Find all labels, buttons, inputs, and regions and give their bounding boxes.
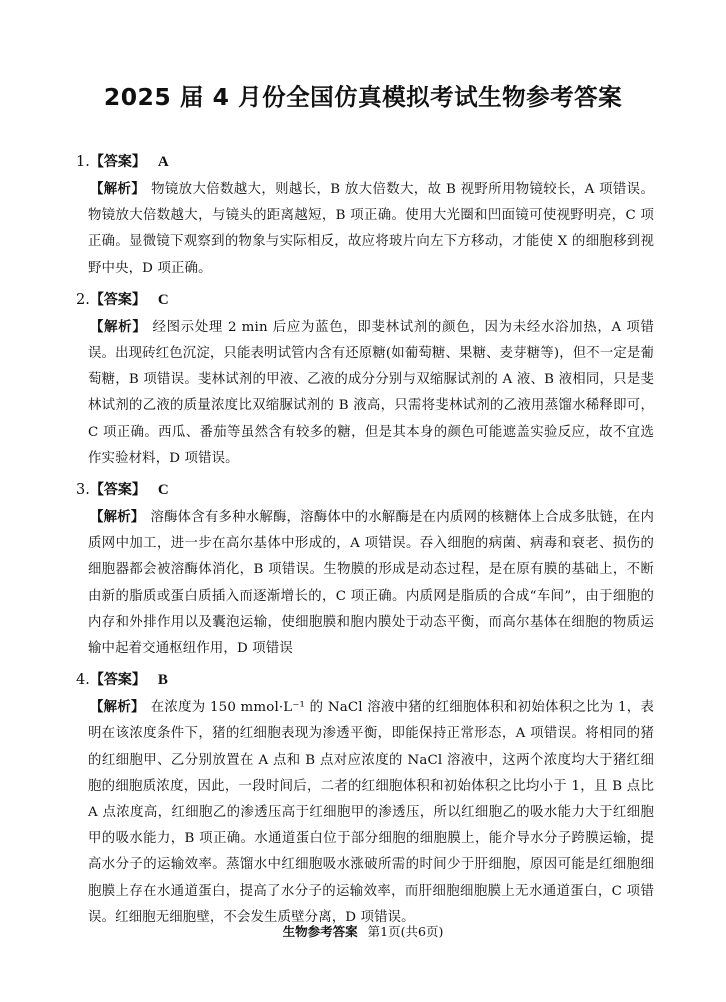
analysis-text: 在浓度为 150 mmol·L⁻¹ 的 NaCl 溶液中猪的红细胞体积和初始体积之比为 1，表明在该浓度条件下，猪的红细胞表现为渗透平衡，即能保持正常形态，A 项错误。将相同的猪的红细胞甲、乙分别放置在 A 点和 B 点对应浓度的 NaCl 溶液中，这两个浓度均大于猪红细胞的细胞质浓度，因此，一段时间后，二者的红细胞体积和初始体积之比均小于 1，且 B 点比 A 点浓度高，红细胞乙的渗透压高于红细胞甲的渗透压，所以红细胞乙的吸水能力大于红细胞甲的吸水能力，B 项正确。水通道蛋白位于部分细胞的细胞膜上，能介导水分子跨膜运输，提高水分子的运输效率。蒸馏水中红细胞吸水涨破所需的时间少于肝细胞，原因可能是红细胞细胞膜上存在水通道蛋白，提高了水分子的运输效率，而肝细胞细胞膜上无水通道蛋白，C 项错误。红细胞无细胞壁，不会发生质壁分离，D 项错误。 — [88, 700, 654, 925]
page-footer — [0, 922, 726, 940]
analysis-tag: 【解析】 — [90, 700, 145, 716]
analysis-text: 溶酶体含有多种水解酶，溶酶体中的水解酶是在内质网的核糖体上合成多肽链，在内质网中加工，进一步在高尔基体中形成的，A 项错误。吞入细胞的病菌、病毒和衰老、损伤的细胞器都会被溶酶体消化，B 项错误。生物膜的形成是动态过程，是在原有膜的基础上，不断由新的脂质或蛋白质插入而逐渐增长的，C 项正确。内质网是脂质的合成“车间”，由于细胞的内存和外排作用以及囊泡运输，使细胞膜和胞内膜处于动态平衡，而高尔基体在细胞的物质运输中起着交通枢纽作用，D 项错误 — [88, 510, 654, 657]
analysis-tag: 【解析】 — [90, 510, 145, 526]
analysis-tag: 【解析】 — [90, 182, 146, 197]
answer-choice: C — [157, 482, 169, 499]
analysis-paragraph — [88, 177, 654, 282]
question-4 — [0, 668, 726, 931]
analysis-tag: 【解析】 — [90, 319, 147, 335]
answer-choice: A — [157, 154, 169, 170]
page-number: 第1页(共6页) — [367, 924, 444, 939]
answers-list — [0, 150, 726, 937]
analysis-paragraph — [88, 695, 654, 931]
page-title: 2025 届 4 月份全国仿真模拟考试生物参考答案 — [103, 83, 623, 111]
question-1 — [0, 150, 726, 282]
question-number: 1. — [76, 154, 90, 170]
question-number: 2. — [76, 291, 90, 308]
answer-choice: C — [157, 291, 169, 308]
answer-line — [76, 478, 726, 502]
footer-label: 生物参考答案 — [282, 924, 358, 939]
analysis-paragraph — [88, 315, 654, 472]
answer-tag: 【答案】 — [89, 672, 146, 689]
answer-tag: 【答案】 — [89, 154, 146, 170]
analysis-text: 经图示处理 2 min 后应为蓝色，即斐林试剂的颜色，因为未经水浴加热，A 项错误。出现砖红色沉淀，只能表明试管内含有还原糖(如葡萄糖、果糖、麦芽糖等)，但不一定是葡萄糖，B 项错误。斐林试剂的甲液、乙液的成分分别与双缩脲试剂的 A 液、B 液相同，只是斐林试剂的乙液的质量浓度比双缩脲试剂的 B 液高，只需将斐林试剂的乙液用蒸馏水稀释即可，C 项正确。西瓜、番茄等虽然含有较多的糖，但是其本身的颜色可能遮盖实验反应，故不宜选作实验材料，D 项错误。 — [88, 319, 654, 466]
question-3 — [0, 478, 726, 662]
answer-tag: 【答案】 — [89, 482, 146, 499]
analysis-paragraph — [88, 505, 654, 662]
question-number: 3. — [76, 482, 90, 499]
answer-line — [76, 668, 726, 692]
answer-line — [76, 288, 726, 312]
answer-line — [76, 150, 726, 174]
answer-tag: 【答案】 — [89, 291, 146, 308]
answer-choice: B — [157, 672, 168, 689]
question-number: 4. — [76, 672, 90, 689]
question-2 — [0, 288, 726, 472]
analysis-text: 物镜放大倍数越大，则越长，B 放大倍数大，故 B 视野所用物镜较长，A 项错误。物镜放大倍数越大，与镜头的距离越短，B 项正确。使用大光圈和凹面镜可使视野明亮，C 项正确。显微镜下观察到的物象与实际相反，故应将玻片向左下方移动，才能使 X 的细胞移到视野中央，D 项正确。 — [88, 182, 654, 276]
